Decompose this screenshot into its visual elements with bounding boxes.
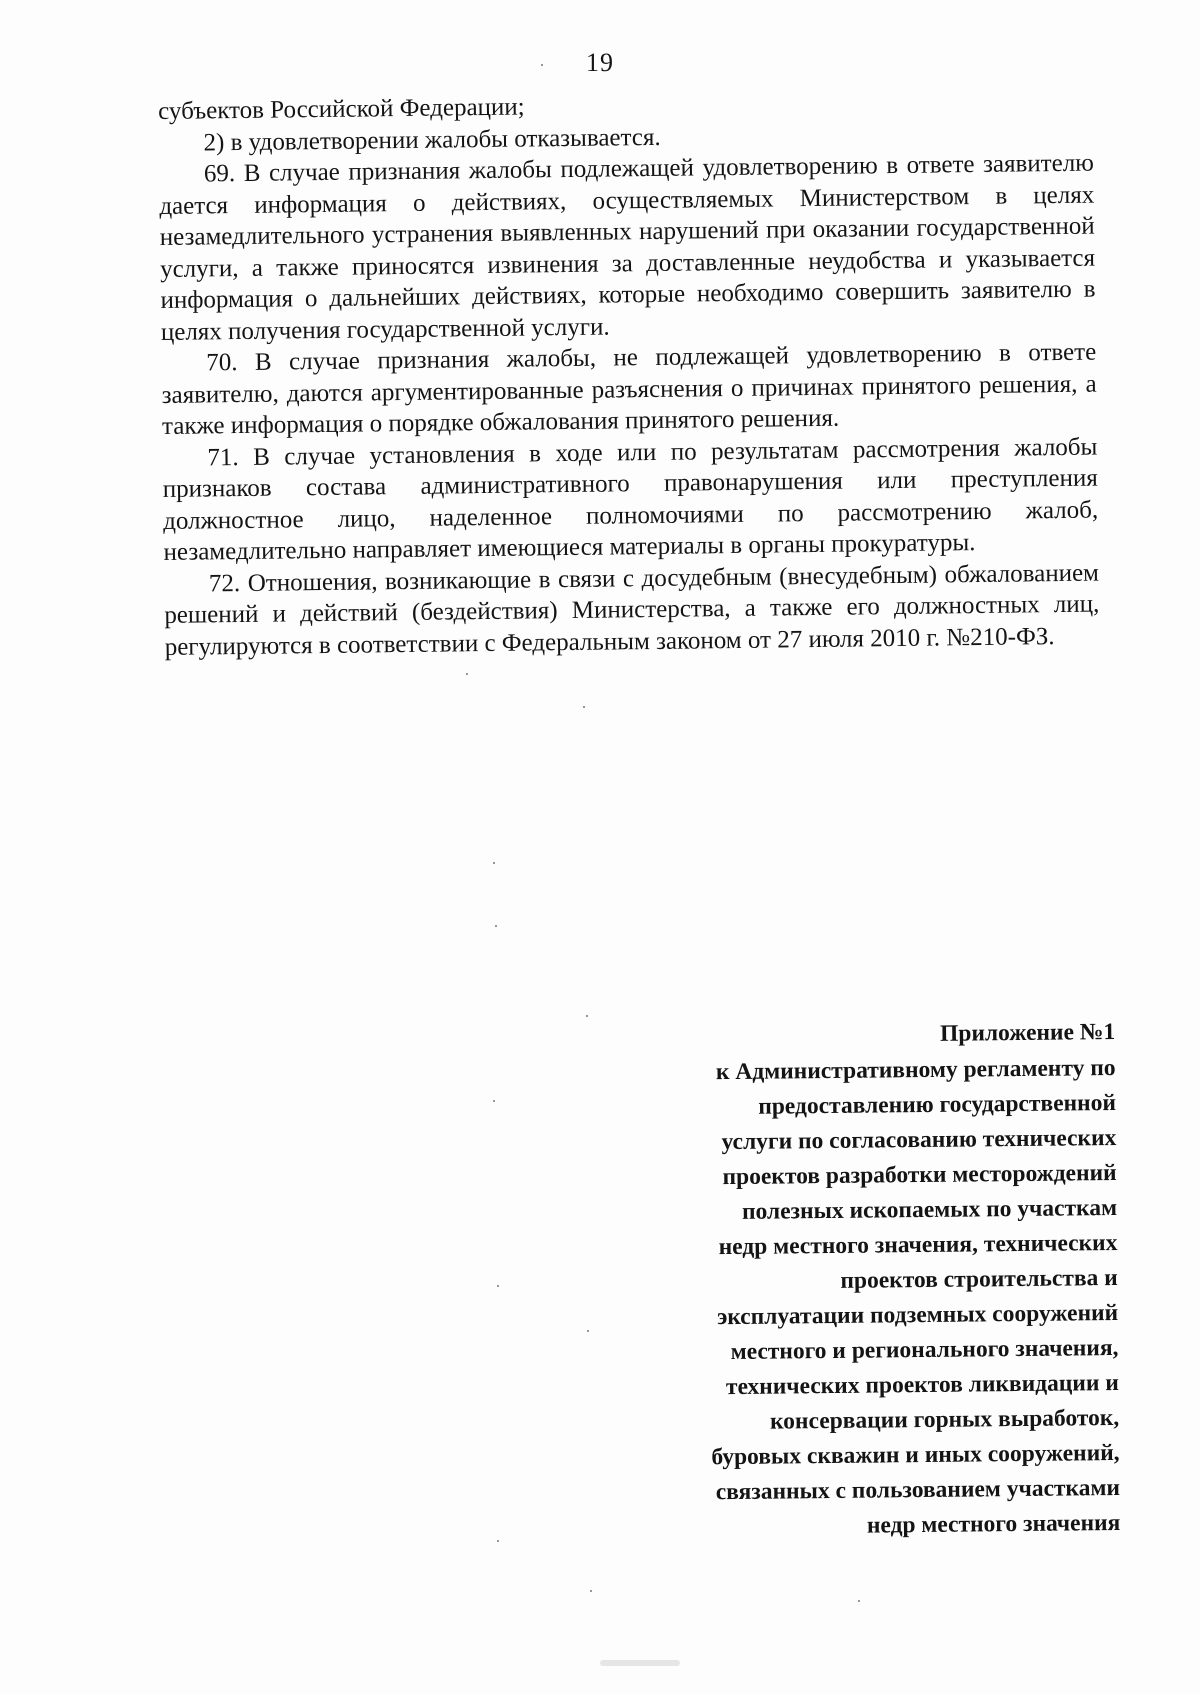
document-body bbox=[158, 85, 1100, 663]
page-number: 19 bbox=[586, 48, 614, 77]
appendix-line: технических проектов ликвидации и bbox=[725, 1369, 1119, 1401]
appendix-line: местного и регионального значения, bbox=[730, 1334, 1119, 1366]
appendix-line: проектов строительства и bbox=[840, 1264, 1118, 1294]
appendix-line: недр местного значения, технических bbox=[718, 1229, 1118, 1261]
appendix-line: предоставлению государственной bbox=[758, 1089, 1117, 1120]
scan-speck bbox=[583, 706, 585, 708]
scan-speck bbox=[858, 1600, 860, 1602]
paragraph-69: 69. В случае признания жалобы подлежащей удовлетворению в ответе заявителю дается информация о действиях, осуществляемых Министерством в целях незамедлительного устранения выявленных нарушений при оказании государственной услуги, а также приносятся извинения за доставленные неудобства и указывается информация о дальнейших действиях, которые необходимо совершить заявителю в целях получения государственной услуги. bbox=[159, 149, 1096, 346]
appendix-line: эксплуатации подземных сооружений bbox=[716, 1299, 1119, 1331]
appendix-line: связанных с пользованием участками bbox=[715, 1474, 1121, 1506]
appendix-line: недр местного значения bbox=[866, 1509, 1121, 1539]
scan-speck bbox=[497, 1540, 499, 1542]
scan-speck bbox=[497, 1285, 499, 1287]
appendix-line: буровых скважин и иных сооружений, bbox=[711, 1439, 1120, 1471]
appendix-title: Приложение №1 bbox=[939, 1018, 1116, 1047]
appendix-line: консервации горных выработок, bbox=[769, 1404, 1120, 1435]
appendix-heading bbox=[620, 1015, 1120, 1546]
appendix-line: проектов разработки месторождений bbox=[722, 1159, 1117, 1191]
scan-speck bbox=[586, 1015, 588, 1017]
paragraph-70: 70. В случае признания жалобы, не подлежащей удовлетворению в ответе заявителю, даются аргументированные разъяснения о причинах принятого решения, а также информация о порядке обжалования принятого решения. bbox=[161, 338, 1097, 440]
appendix-line: услуги по согласованию технических bbox=[721, 1124, 1117, 1156]
scan-speck bbox=[466, 673, 468, 675]
scan-speck bbox=[590, 1590, 592, 1592]
scan-speck bbox=[493, 1100, 495, 1102]
paragraph-continuation: субъектов Российской Федерации; bbox=[158, 93, 525, 125]
scan-shadow bbox=[600, 1660, 680, 1666]
scan-speck bbox=[541, 64, 543, 66]
appendix-line: к Административному регламенту по bbox=[715, 1054, 1116, 1086]
scan-speck bbox=[493, 862, 495, 864]
scan-speck bbox=[495, 925, 497, 927]
scan-speck bbox=[587, 1330, 589, 1332]
paragraph-72: 72. Отношения, возникающие в связи с досудебным (внесудебным) обжалованием решений и действий (бездействия) Министерства, а также его должностных лиц, регулируются в соответствии с Федеральным законом от 27 июля 2010 г. №210-ФЗ. bbox=[164, 559, 1100, 661]
appendix-line: полезных ископаемых по участкам bbox=[741, 1194, 1118, 1225]
paragraph-item-2: 2) в удовлетворении жалобы отказывается. bbox=[203, 123, 661, 156]
paragraph-71: 71. В случае установления в ходе или по результатам рассмотрения жалобы признаков состава административного правонарушения или преступления должностное лицо, наделенное полномочиями по рассмотрению жалоб, незамедлительно направляет имеющиеся материалы в органы прокуратуры. bbox=[162, 433, 1099, 566]
